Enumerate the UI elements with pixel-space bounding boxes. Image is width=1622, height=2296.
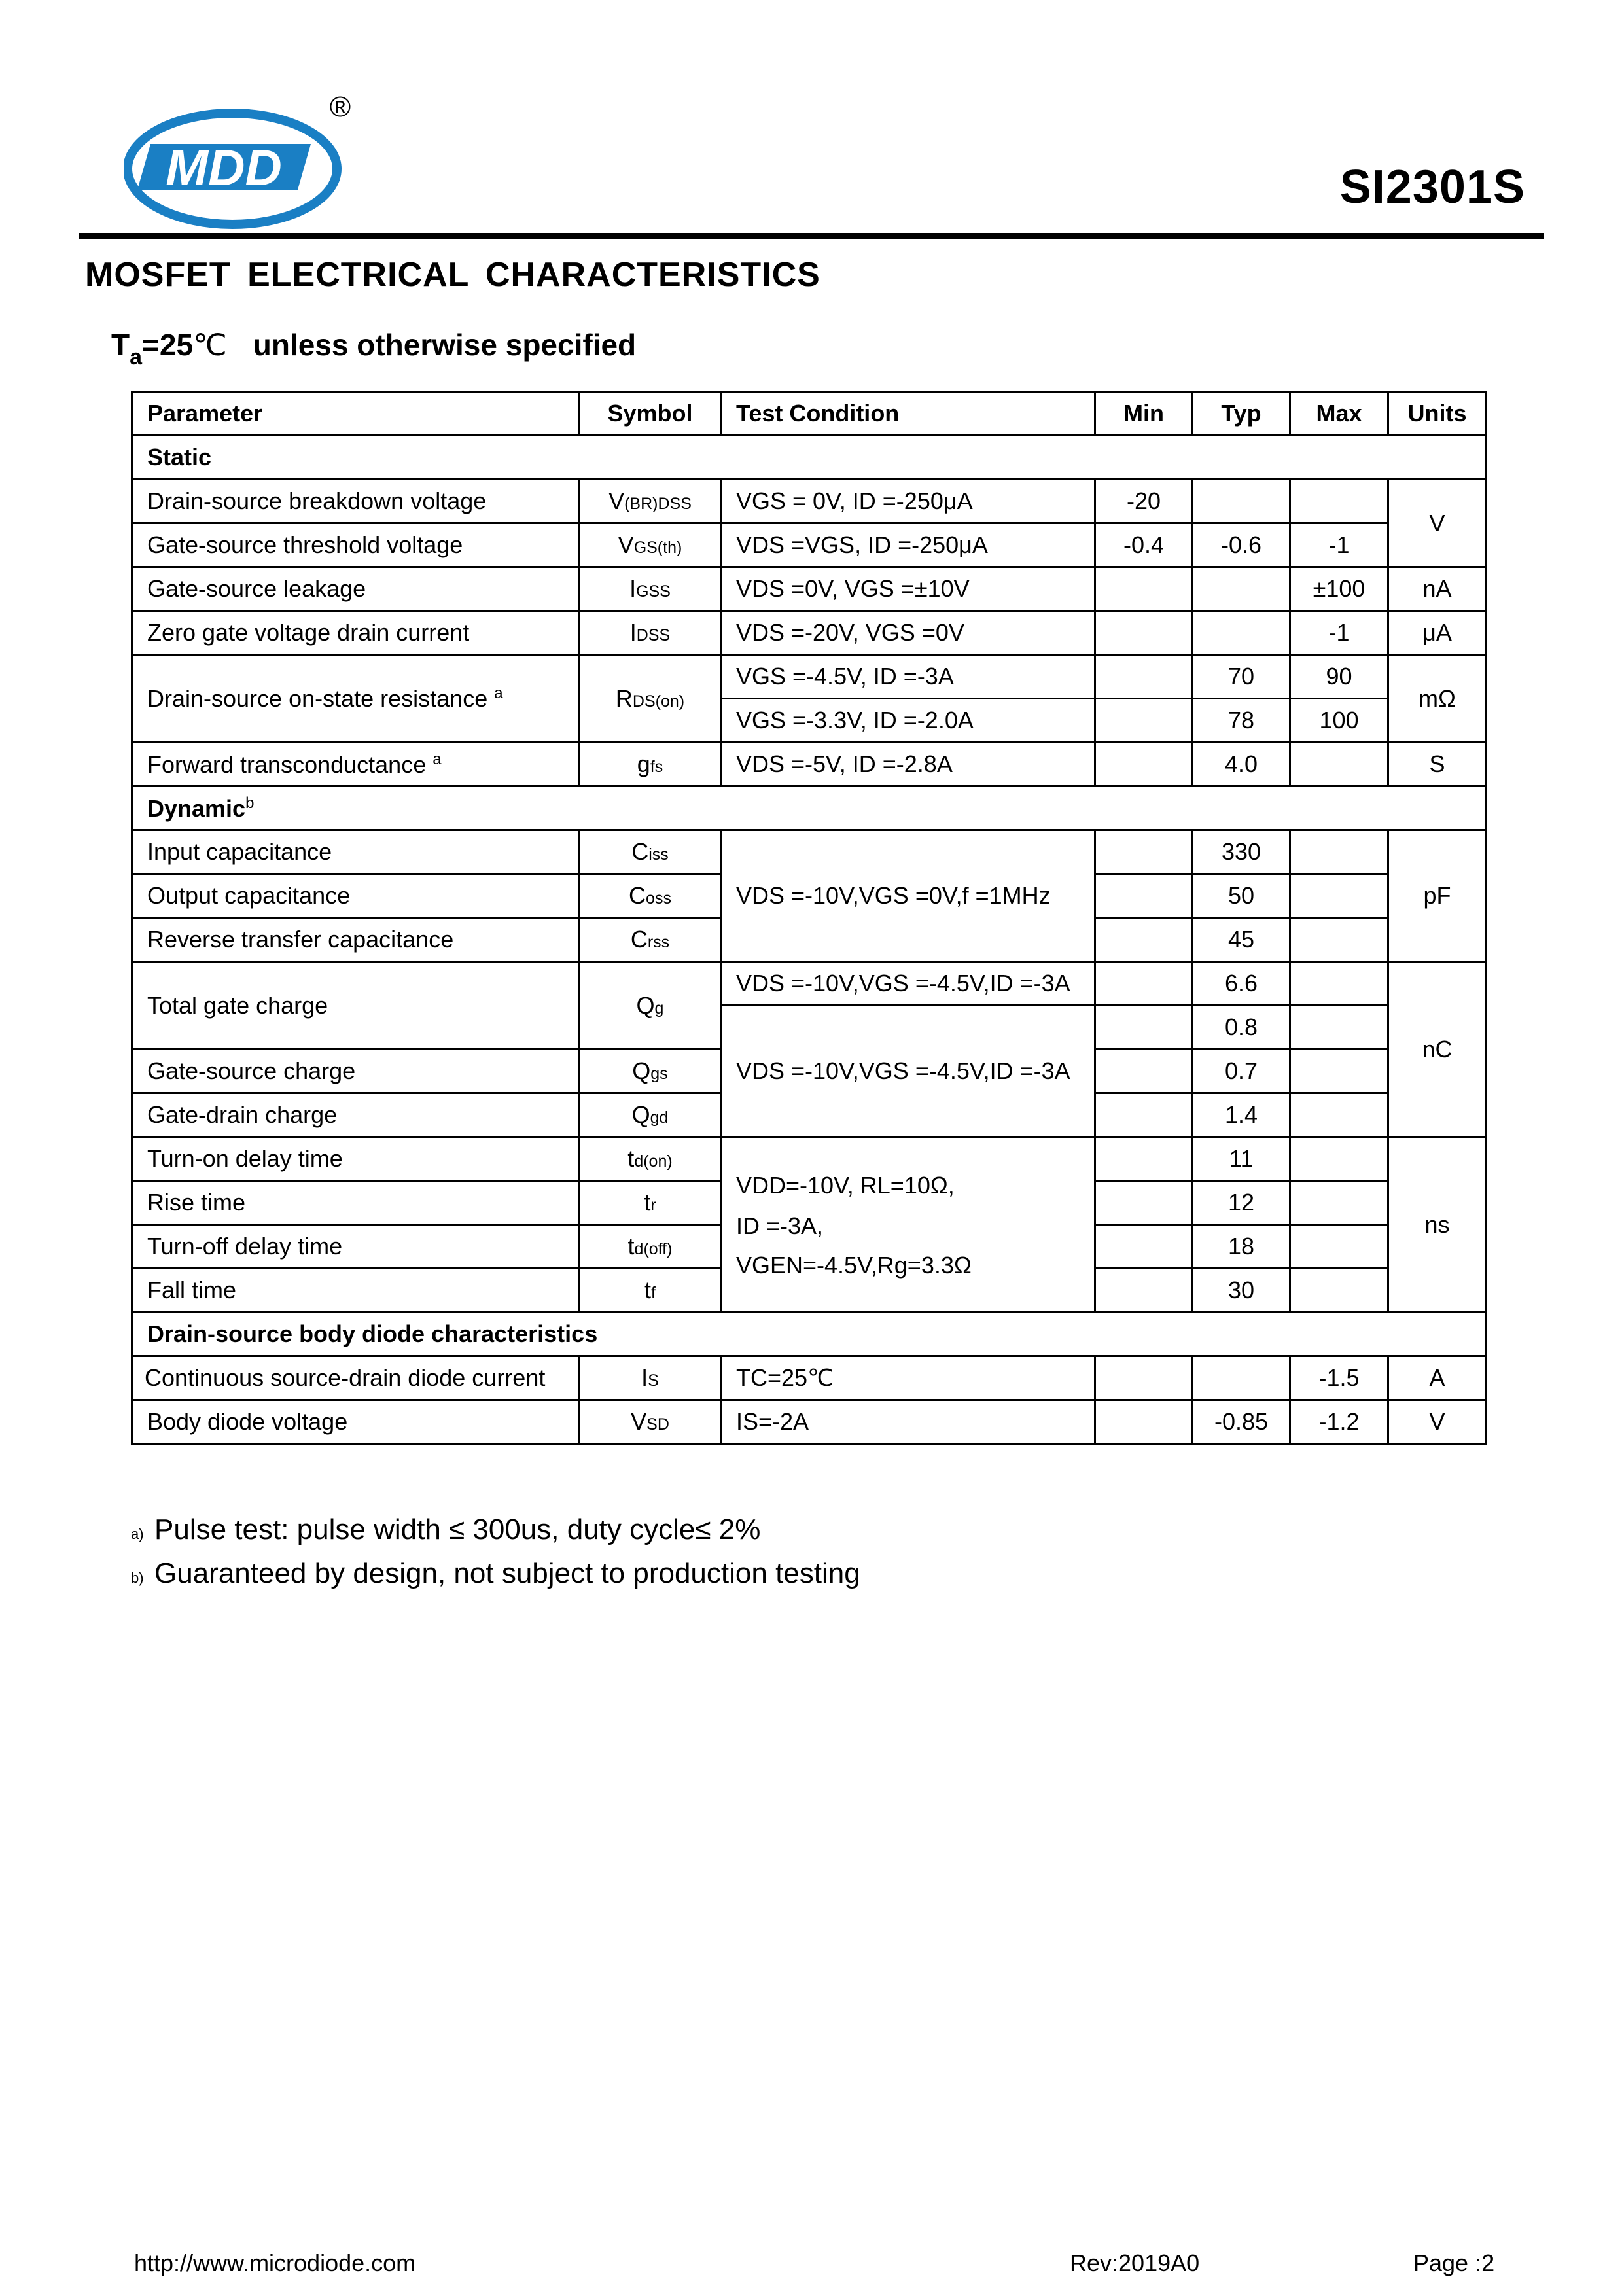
condition-cell: VDS =0V, VGS =±10V	[721, 567, 1095, 611]
unit-cell: V	[1388, 1400, 1487, 1444]
condition-cell: VDS =-5V, ID =-2.8A	[721, 743, 1095, 786]
min-cell	[1095, 1356, 1193, 1400]
max-cell	[1290, 918, 1388, 962]
param-cell: Zero gate voltage drain current	[132, 611, 580, 655]
section-row	[132, 786, 1487, 830]
symbol-cell: tf	[580, 1269, 721, 1313]
unit-cell: S	[1388, 743, 1487, 786]
symbol-cell: RDS(on)	[580, 655, 721, 743]
condition-cell: VDS =-10V,VGS =-4.5V,ID =-3A	[721, 1006, 1095, 1137]
max-cell	[1290, 743, 1388, 786]
svg-text:MDD: MDD	[166, 139, 282, 196]
condition-cell: VDS =-10V,VGS =-4.5V,ID =-3A	[721, 962, 1095, 1006]
header-rule	[79, 233, 1544, 239]
symbol-cell: Qgs	[580, 1050, 721, 1093]
typ-cell: 330	[1193, 830, 1290, 874]
param-cell: Reverse transfer capacitance	[132, 918, 580, 962]
header-units: Units	[1388, 392, 1487, 436]
condition-cell: VDS =VGS, ID =-250μA	[721, 523, 1095, 567]
max-cell: -1.2	[1290, 1400, 1388, 1444]
max-cell: ±100	[1290, 567, 1388, 611]
param-cell: Drain-source on-state resistance $^a$	[132, 655, 580, 743]
typ-cell: 45	[1193, 918, 1290, 962]
table-row	[132, 480, 1487, 523]
typ-cell: 18	[1193, 1225, 1290, 1269]
min-cell	[1095, 962, 1193, 1006]
max-cell	[1290, 874, 1388, 918]
param-cell: Turn-off delay time	[132, 1225, 580, 1269]
footnote-a: a) Pulse test: pulse width ≤ 300us, duty cycle≤ 2%	[131, 1513, 761, 1545]
param-cell: Gate-drain charge	[132, 1093, 580, 1137]
min-cell	[1095, 1050, 1193, 1093]
header-test-condition: Test Condition	[721, 392, 1095, 436]
unit-cell: V	[1388, 480, 1487, 567]
condition-cell: VGS =-3.3V, ID =-2.0A	[721, 699, 1095, 743]
symbol-cell: IDSS	[580, 611, 721, 655]
section-body-diode: Drain-source body diode characteristics	[132, 1313, 1487, 1356]
min-cell	[1095, 1269, 1193, 1313]
param-cell: Forward transconductance $^a$	[132, 743, 580, 786]
unit-cell: μA	[1388, 611, 1487, 655]
min-cell	[1095, 1225, 1193, 1269]
symbol-cell: IGSS	[580, 567, 721, 611]
max-cell	[1290, 962, 1388, 1006]
unit-cell: nA	[1388, 567, 1487, 611]
symbol-cell: Coss	[580, 874, 721, 918]
table-row	[132, 611, 1487, 655]
typ-cell: 0.8	[1193, 1006, 1290, 1050]
table-row	[132, 1400, 1487, 1444]
min-cell	[1095, 874, 1193, 918]
max-cell: -1.5	[1290, 1356, 1388, 1400]
table-header-row	[132, 392, 1487, 436]
max-cell: 100	[1290, 699, 1388, 743]
symbol-cell: V(BR)DSS	[580, 480, 721, 523]
condition-cell: IS=-2A	[721, 1400, 1095, 1444]
electrical-characteristics-table	[131, 391, 1487, 1445]
min-cell	[1095, 1181, 1193, 1225]
table-row	[132, 1356, 1487, 1400]
section-row	[132, 1313, 1487, 1356]
condition-cell: VDD=-10V, RL=10Ω, ID =-3A, VGEN=-4.5V,Rg=3.3Ω	[721, 1137, 1095, 1313]
param-cell: Fall time	[132, 1269, 580, 1313]
min-cell	[1095, 699, 1193, 743]
min-cell	[1095, 743, 1193, 786]
condition-cell: VDS =-20V, VGS =0V	[721, 611, 1095, 655]
symbol-cell: td(on)	[580, 1137, 721, 1181]
param-cell: Gate-source charge	[132, 1050, 580, 1093]
min-cell	[1095, 567, 1193, 611]
typ-cell	[1193, 480, 1290, 523]
max-cell	[1290, 1093, 1388, 1137]
svg-text:®: ®	[329, 92, 351, 123]
condition-cell: VDS =-10V,VGS =0V,f =1MHz	[721, 830, 1095, 962]
unit-cell: A	[1388, 1356, 1487, 1400]
typ-cell: -0.6	[1193, 523, 1290, 567]
footer-url[interactable]: http://www.microdiode.com	[134, 2250, 416, 2276]
min-cell	[1095, 830, 1193, 874]
min-cell	[1095, 918, 1193, 962]
max-cell	[1290, 1181, 1388, 1225]
table-row	[132, 743, 1487, 786]
mdd-logo	[124, 92, 360, 236]
footnote-b: b) Guaranteed by design, not subject to production testing	[131, 1557, 860, 1589]
typ-cell	[1193, 567, 1290, 611]
header-max: Max	[1290, 392, 1388, 436]
max-cell	[1290, 480, 1388, 523]
section-dynamic: Dynamic$^b$	[132, 786, 1487, 830]
condition-cell: VGS =-4.5V, ID =-3A	[721, 655, 1095, 699]
max-cell	[1290, 1225, 1388, 1269]
header-parameter: Parameter	[132, 392, 580, 436]
header-min: Min	[1095, 392, 1193, 436]
param-cell: Input capacitance	[132, 830, 580, 874]
param-cell: Body diode voltage	[132, 1400, 580, 1444]
typ-cell: 6.6	[1193, 962, 1290, 1006]
page-title: MOSFET ELECTRICAL CHARACTERISTICS	[85, 256, 820, 294]
condition-cell: TC=25℃	[721, 1356, 1095, 1400]
table-row	[132, 655, 1487, 699]
symbol-cell: gfs	[580, 743, 721, 786]
unit-cell: mΩ	[1388, 655, 1487, 743]
unit-cell: ns	[1388, 1137, 1487, 1313]
footer-page-number: Page :2	[1413, 2250, 1495, 2276]
max-cell: -1	[1290, 611, 1388, 655]
param-cell: Total gate charge	[132, 962, 580, 1050]
table-row	[132, 523, 1487, 567]
typ-cell: -0.85	[1193, 1400, 1290, 1444]
footnotes	[131, 1510, 860, 1598]
min-cell	[1095, 1137, 1193, 1181]
min-cell	[1095, 655, 1193, 699]
symbol-cell: Ciss	[580, 830, 721, 874]
max-cell	[1290, 1050, 1388, 1093]
param-cell: Drain-source breakdown voltage	[132, 480, 580, 523]
condition-cell: VGS = 0V, ID =-250μA	[721, 480, 1095, 523]
min-cell	[1095, 1093, 1193, 1137]
table-row	[132, 567, 1487, 611]
typ-cell: 0.7	[1193, 1050, 1290, 1093]
param-cell: Continuous source-drain diode current	[132, 1356, 580, 1400]
param-cell: Output capacitance	[132, 874, 580, 918]
symbol-cell: td(off)	[580, 1225, 721, 1269]
typ-cell: 30	[1193, 1269, 1290, 1313]
max-cell: -1	[1290, 523, 1388, 567]
typ-cell: 78	[1193, 699, 1290, 743]
table-row	[132, 1137, 1487, 1181]
param-cell: Rise time	[132, 1181, 580, 1225]
section-row	[132, 436, 1487, 480]
typ-cell: 70	[1193, 655, 1290, 699]
min-cell	[1095, 1006, 1193, 1050]
typ-cell: 11	[1193, 1137, 1290, 1181]
footer-revision: Rev:2019A0	[1070, 2250, 1200, 2276]
param-cell: Gate-source threshold voltage	[132, 523, 580, 567]
min-cell: -20	[1095, 480, 1193, 523]
symbol-cell: tr	[580, 1181, 721, 1225]
typ-cell: 12	[1193, 1181, 1290, 1225]
table-row	[132, 830, 1487, 874]
header-symbol: Symbol	[580, 392, 721, 436]
unit-cell: pF	[1388, 830, 1487, 962]
section-static: Static	[132, 436, 1487, 480]
min-cell	[1095, 611, 1193, 655]
max-cell	[1290, 1006, 1388, 1050]
param-cell: Turn-on delay time	[132, 1137, 580, 1181]
max-cell	[1290, 1137, 1388, 1181]
symbol-cell: VSD	[580, 1400, 721, 1444]
part-number: SI2301S	[1339, 161, 1525, 213]
unit-cell: nC	[1388, 962, 1487, 1137]
header-typ: Typ	[1193, 392, 1290, 436]
typ-cell	[1193, 611, 1290, 655]
max-cell	[1290, 830, 1388, 874]
symbol-cell: Crss	[580, 918, 721, 962]
min-cell	[1095, 1400, 1193, 1444]
param-cell: Gate-source leakage	[132, 567, 580, 611]
max-cell: 90	[1290, 655, 1388, 699]
typ-cell: 50	[1193, 874, 1290, 918]
min-cell: -0.4	[1095, 523, 1193, 567]
table-row	[132, 962, 1487, 1006]
symbol-cell: Qg	[580, 962, 721, 1050]
symbol-cell: VGS(th)	[580, 523, 721, 567]
symbol-cell: IS	[580, 1356, 721, 1400]
typ-cell: 1.4	[1193, 1093, 1290, 1137]
typ-cell: 4.0	[1193, 743, 1290, 786]
ambient-condition: $T_a=25℃$ unless otherwise specified	[111, 328, 637, 370]
symbol-cell: Qgd	[580, 1093, 721, 1137]
max-cell	[1290, 1269, 1388, 1313]
typ-cell	[1193, 1356, 1290, 1400]
